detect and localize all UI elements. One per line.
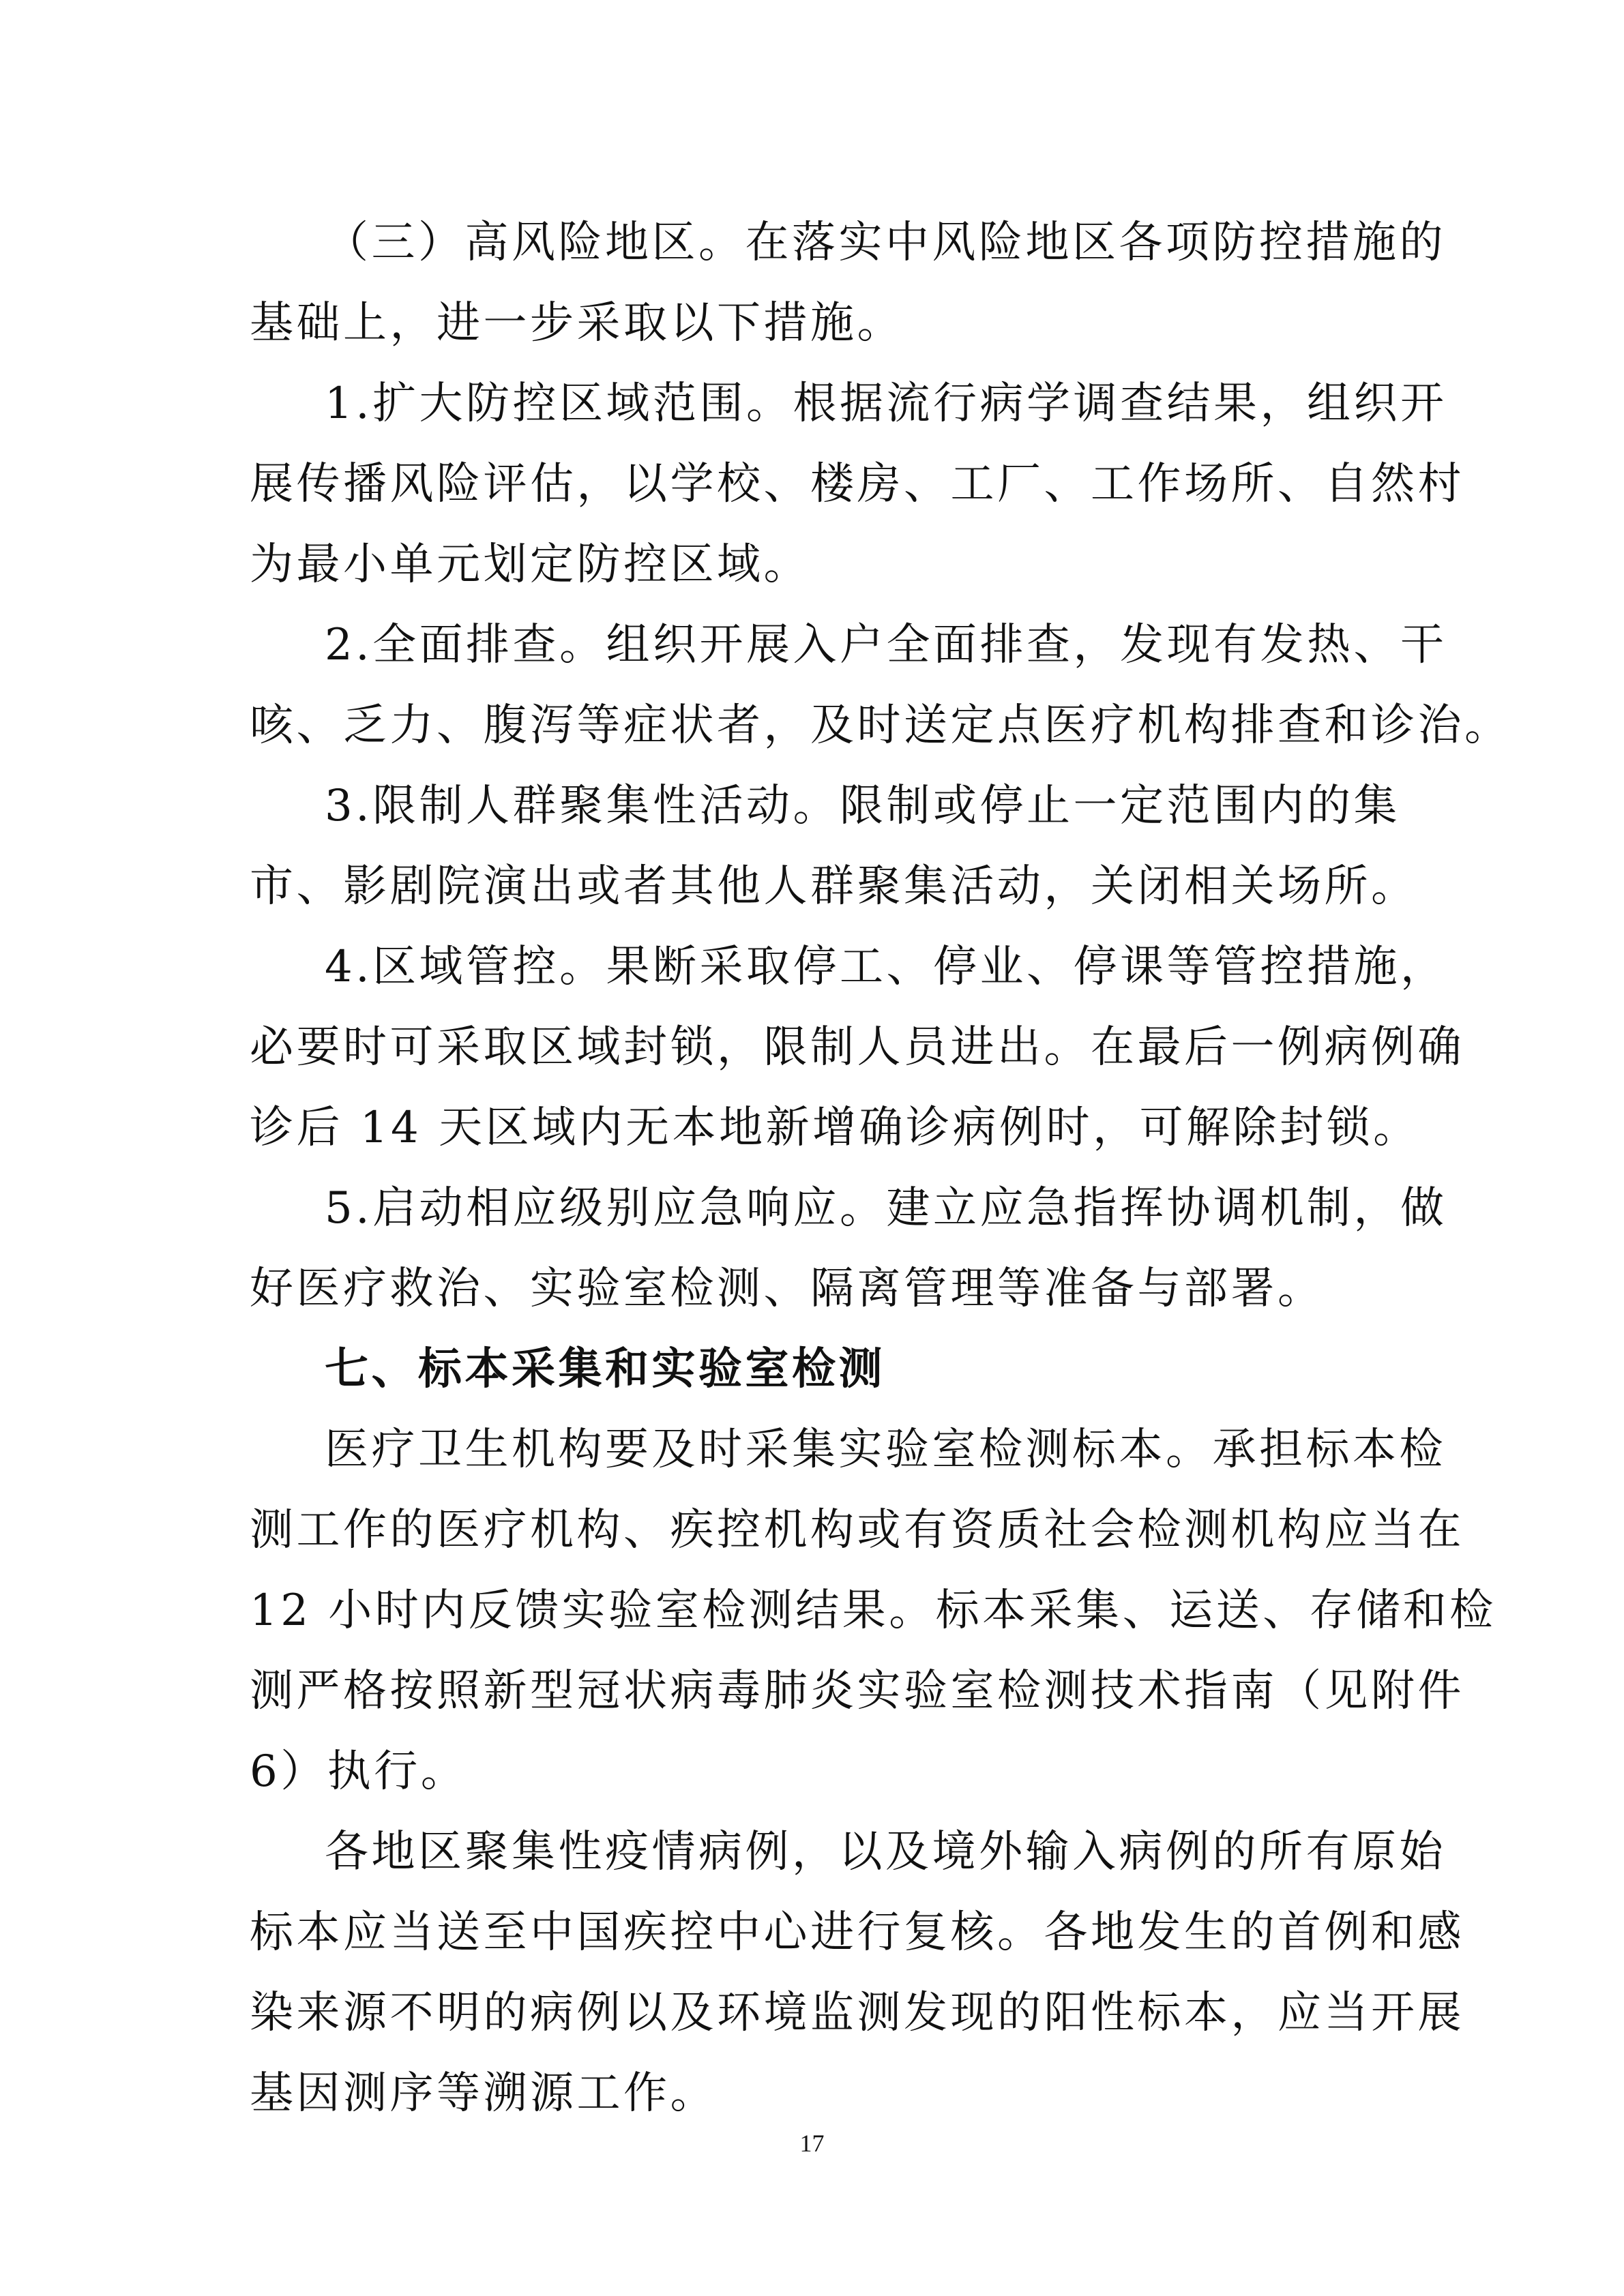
paragraph-line: 好医疗救治、实验室检测、隔离管理等准备与部署。 bbox=[250, 1264, 1325, 1314]
paragraph-line: 为最小单元划定防控区域。 bbox=[250, 539, 810, 590]
paragraph-line: 展传播风险评估，以学校、楼房、工厂、工作场所、自然村 bbox=[250, 459, 1464, 509]
paragraph-line: 1.扩大防控区域范围。根据流行病学调查结果，组织开 bbox=[325, 378, 1447, 429]
paragraph-line: 诊后 14 天区域内无本地新增确诊病例时，可解除封锁。 bbox=[250, 1103, 1420, 1153]
page-number: 17 bbox=[799, 2130, 825, 2157]
paragraph-line: 医疗卫生机构要及时采集实验室检测标本。承担标本检 bbox=[325, 1425, 1446, 1475]
paragraph-line: 必要时可采取区域封锁，限制人员进出。在最后一例病例确 bbox=[250, 1022, 1464, 1073]
paragraph-line: 咳、乏力、腹泻等症状者，及时送定点医疗机构排查和诊治。 bbox=[250, 700, 1511, 751]
paragraph-line: 6）执行。 bbox=[250, 1746, 468, 1797]
paragraph-line: 市、影剧院演出或者其他人群聚集活动，关闭相关场所。 bbox=[250, 861, 1418, 912]
paragraph-line: 2.全面排查。组织开展入户全面排查，发现有发热、干 bbox=[325, 620, 1447, 670]
paragraph-line: 测工作的医疗机构、疾控机构或有资质社会检测机构应当在 bbox=[250, 1505, 1464, 1555]
paragraph-line: 染来源不明的病例以及环境监测发现的阳性标本，应当开展 bbox=[250, 1988, 1464, 2038]
paragraph-line: （三）高风险地区。在落实中风险地区各项防控措施的 bbox=[325, 218, 1446, 268]
section-heading: 七、标本采集和实验室检测 bbox=[325, 1344, 885, 1395]
paragraph-line: 标本应当送至中国疾控中心进行复核。各地发生的首例和感 bbox=[250, 1907, 1464, 1958]
paragraph-line: 4.区域管控。果断采取停工、停业、停课等管控措施， bbox=[325, 942, 1447, 992]
paragraph-line: 测严格按照新型冠状病毒肺炎实验室检测技术指南（见附件 bbox=[250, 1666, 1464, 1716]
paragraph-line: 基础上，进一步采取以下措施。 bbox=[250, 298, 904, 348]
paragraph-line: 5.启动相应级别应急响应。建立应急指挥协调机制，做 bbox=[325, 1183, 1447, 1234]
paragraph-line: 3.限制人群聚集性活动。限制或停止一定范围内的集 bbox=[325, 781, 1401, 831]
paragraph-line: 12 小时内反馈实验室检测结果。标本采集、运送、存储和检 bbox=[250, 1585, 1496, 1636]
paragraph-line: 基因测序等溯源工作。 bbox=[250, 2068, 717, 2119]
paragraph-line: 各地区聚集性疫情病例，以及境外输入病例的所有原始 bbox=[325, 1827, 1446, 1877]
